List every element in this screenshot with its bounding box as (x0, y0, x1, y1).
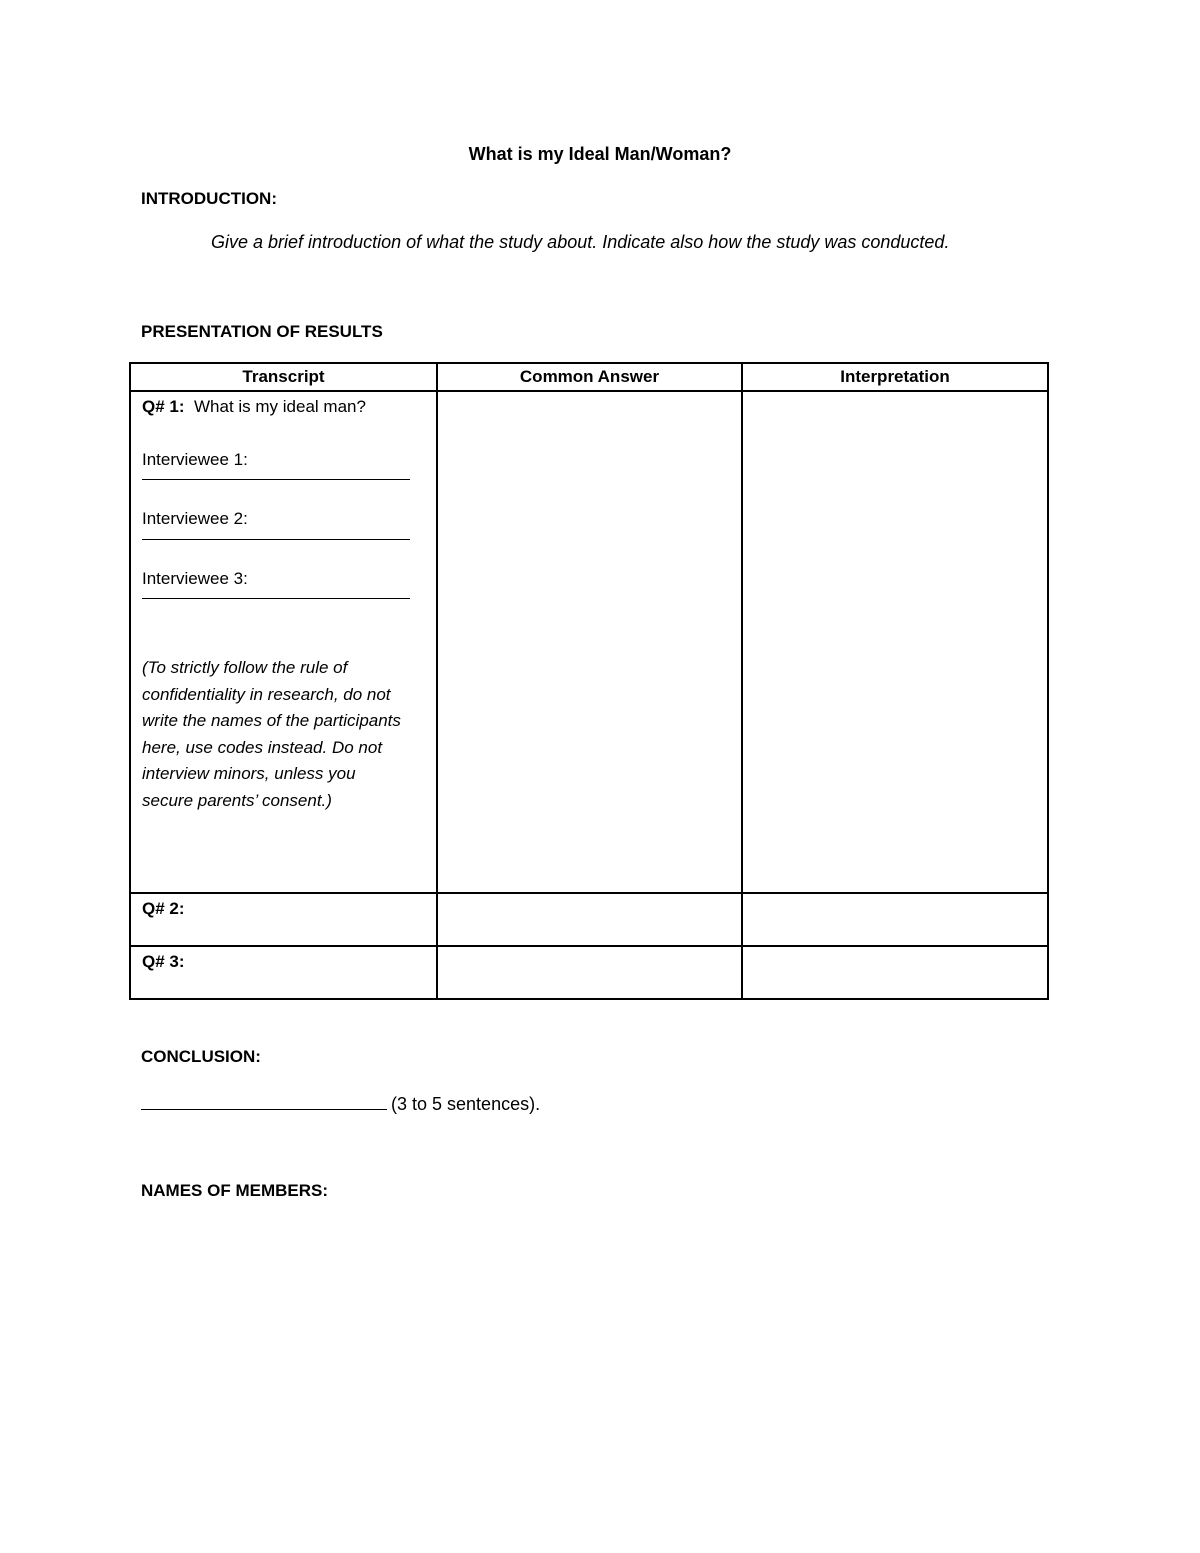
results-heading: PRESENTATION OF RESULTS (141, 322, 383, 341)
table-row-q2 (130, 893, 1048, 946)
q1-question: What is my ideal man? (193, 397, 366, 416)
introduction-heading: INTRODUCTION: (141, 189, 277, 208)
conclusion-blank-line (141, 1091, 387, 1110)
column-header-common-answer: Common Answer (437, 363, 742, 391)
q3-common-answer-cell (437, 946, 742, 999)
members-heading: NAMES OF MEMBERS: (141, 1181, 328, 1200)
confidentiality-note: (To strictly follow the rule of confidentiality in research, do not write the names of the participants here, use codes instead. Do not interview minors, unless you secure parents’ consent.) (142, 658, 401, 810)
conclusion-heading: CONCLUSION: (141, 1047, 261, 1066)
interviewee-1-label: Interviewee 1: (142, 449, 248, 469)
interviewee-3-label: Interviewee 3: (142, 568, 248, 588)
column-header-transcript: Transcript (130, 363, 437, 391)
column-header-interpretation: Interpretation (742, 363, 1048, 391)
conclusion-instruction: (3 to 5 sentences). (391, 1094, 541, 1114)
conclusion-line (141, 1091, 540, 1115)
q1-common-answer-cell (437, 391, 742, 893)
interviewee-2-label: Interviewee 2: (142, 509, 248, 528)
table-row-q3 (130, 946, 1048, 999)
interviewee-1-answer-line (142, 479, 410, 480)
q2-common-answer-cell (437, 893, 742, 946)
q3-interpretation-cell (742, 946, 1048, 999)
q2-label: Q# 2: (142, 899, 185, 918)
table-header-row (130, 363, 1048, 391)
interviewee-2-answer-line (142, 539, 410, 540)
q1-interpretation-cell (742, 391, 1048, 893)
q3-label: Q# 3: (142, 952, 185, 971)
q1-label: Q# 1: (142, 397, 185, 416)
results-table (129, 362, 1049, 1000)
q1-transcript-cell (130, 391, 437, 893)
document-title: What is my Ideal Man/Woman? (468, 144, 732, 164)
table-row-q1 (130, 391, 1048, 893)
introduction-text: Give a brief introduction of what the study about. Indicate also how the study was conducted. (211, 232, 950, 252)
q2-interpretation-cell (742, 893, 1048, 946)
q3-transcript-cell (130, 946, 437, 999)
interviewee-3-answer-line (142, 598, 410, 599)
q1-question-line (142, 394, 426, 421)
q2-transcript-cell (130, 893, 437, 946)
